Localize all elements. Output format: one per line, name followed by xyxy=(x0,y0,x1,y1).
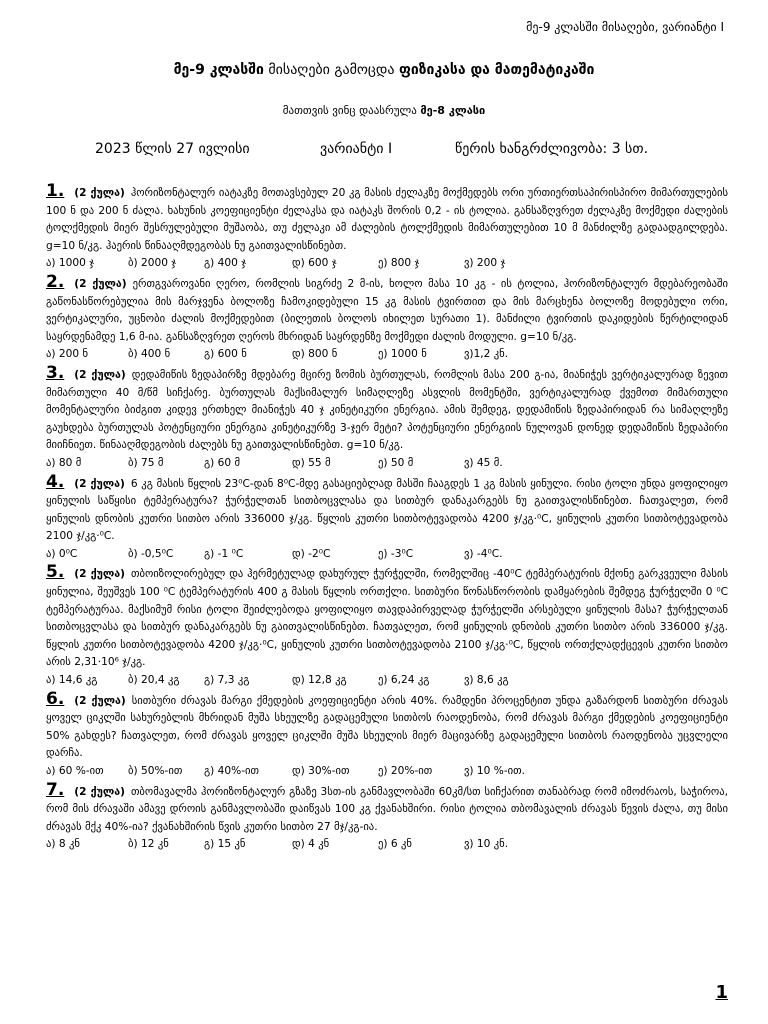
answer-options xyxy=(46,255,728,273)
problem-text: თბომავალმა ჰორიზონტალურ გზაზე 3სთ-ის განმავლობაში 60კმ/სთ სიჩქარით თანაბრად რომ იმოძრაოს, საჭიროა, რომ მის ძრავაში ამავე დროის განმავლობაში დაიწვას 100 კგ ქვანახშირი. რისი ტოლია თბომავალის ძრავას წევის ძალა, თუ მისი ძრავას მქკ 40%-ია? ქვანახშირის წვის კუთრი სითბო 27 მჯ/კგ-ია. xyxy=(46,785,728,833)
answer-option: ბ) 20,4 კგ xyxy=(128,674,180,687)
answer-option: ა) 8 კნ xyxy=(46,838,80,851)
problem-statement xyxy=(46,183,728,255)
answer-option: გ) 7,3 კგ xyxy=(204,674,250,687)
answer-option: დ) 55 მ xyxy=(292,456,331,469)
answer-option: ბ) 50%-ით xyxy=(128,765,183,777)
answer-option: გ) 60 მ xyxy=(204,456,241,469)
answer-options xyxy=(46,836,728,854)
answer-option: ა) 14,6 კგ xyxy=(46,674,98,687)
problem-number: 1. xyxy=(46,181,65,201)
problem-statement xyxy=(46,271,728,346)
problem-statement xyxy=(46,688,728,763)
problem-points: (2 ქულა) xyxy=(74,568,126,581)
answer-options xyxy=(46,672,728,690)
subtitle-part-1: მათთვის ვინც დაასრულა xyxy=(282,104,421,117)
answer-option: ვ) 8,6 კგ xyxy=(464,674,509,687)
problem-7 xyxy=(46,779,728,854)
problem-2 xyxy=(46,271,728,364)
problem-list xyxy=(46,183,728,855)
exam-duration: წერის ხანგრძლივობა: 3 სთ. xyxy=(455,141,649,157)
answer-option: ე) 20%-ით xyxy=(378,765,433,777)
problem-number: 6. xyxy=(46,688,65,709)
problem-statement xyxy=(46,362,728,455)
answer-option: დ) -2⁰C xyxy=(292,547,331,560)
answer-option: ბ) -0,5⁰C xyxy=(128,547,174,560)
problem-6 xyxy=(46,688,728,781)
problem-points: (2 ქულა) xyxy=(74,694,126,707)
answer-option: დ) 4 კნ xyxy=(292,838,330,851)
problem-points: (2 ქულა) xyxy=(74,277,127,290)
problem-statement xyxy=(46,779,728,837)
answer-option: ა) 0⁰C xyxy=(46,547,78,560)
answer-options xyxy=(46,455,728,473)
problem-text: ერთგვაროვანი ღერო, რომლის სიგრძე 2 მ-ის, ხოლო მასა 10 კგ - ის ტოლია, ჰორიზონტალურ მდებარეობაში გაწონასწორებულია მის მარჯვენა ბოლოზე ჩამოკიდებული 15 კგ მასის ტვირთით და მის მარცხენა ბოლოზე მოდებული ორი, ვერტიკალური, უცნობი ძალის მოქმედებით (ბილეთის ბოლოს იხილეთ სურათი 1). მანძილი ტვირთის დაკიდების წერტილიდან საყრდენამდე 1,6 მ-ია. განსაზღვრეთ ღეროს მხრიდან საყრდენზე მოქმედი ძალის მოდული. g=10 ნ/კგ. xyxy=(46,277,728,343)
running-header: მე-9 კლასში მისაღები, ვარიანტი I xyxy=(526,20,724,34)
answer-option: ვ)1,2 კნ. xyxy=(464,348,509,361)
answer-option: დ) 600 ჯ xyxy=(292,257,337,270)
answer-option: ვ) 10 კნ. xyxy=(464,838,509,851)
problem-number: 5. xyxy=(46,562,65,583)
answer-options xyxy=(46,346,728,364)
answer-option: ე) 50 მ xyxy=(378,456,414,469)
problem-4 xyxy=(46,471,728,564)
answer-option: ა) 1000 ჯ xyxy=(46,257,95,270)
title-part-2: მისაღები გამოცდა xyxy=(263,62,399,78)
answer-option: ა) 200 ნ xyxy=(46,348,89,361)
answer-option: ვ) -4⁰C. xyxy=(464,547,503,560)
problem-text: ჰორიზონტალურ იატაკზე მოთავსებულ 20 კგ მასის ძელაკზე მოქმედებს ორი ურთიერთსაპირისპირო მიმართულების 100 ნ და 200 ნ ძალა. ხახუნის კოეფიციენტი ძელაკსა და იატაკს შორის 0,2 - ის ტოლია. განსაზღვრეთ ძელაკზე მოქმედი ძალების ტოლქმედის მიერ შესრულებული მუშაობა, თუ ძელაკი ამ ძალების ტოლქმედის მიმართულებით 10 მ მანძილზე გადაადგილდება. g=10 ნ/კგ. ჰაერის წინააღმდეგობას ნუ გაითვალისწინებთ. xyxy=(46,187,728,252)
answer-option: ე) 6,24 კგ xyxy=(378,674,430,687)
problem-statement xyxy=(46,564,728,672)
problem-5 xyxy=(46,564,728,689)
answer-option: დ) 12,8 კგ xyxy=(292,674,347,687)
problem-text: სითბური ძრავას მარგი ქმედების კოეფიციენტი არის 40%. რამდენი პროცენტით უნდა გაზარდონ სითბური ძრავას ყოველ ციკლში სახურებლის მხრიდან მუშა სხეულზე გადაცემული სითბოს რაოდენობა, რომ ძრავას მარგი ქმედების კოეფიციენტი 50% გახდეს? ჩათვალეთ, რომ ძრავას ყოველ ციკლში მუშა სხეულის მიერ მაცივარზე გადაცემული სითბოს რაოდენობა უცვლელი დარჩა. xyxy=(46,694,728,760)
answer-option: ა) 60 %-ით xyxy=(46,765,104,777)
problem-number: 4. xyxy=(46,471,65,492)
title-part-3: ფიზიკასა და მათემატიკაში xyxy=(398,62,595,78)
answer-option: გ) 15 კნ xyxy=(204,838,246,851)
answer-option: გ) 600 ნ xyxy=(204,348,247,361)
problem-text: დედამიწის ზედაპირზე მდებარე მცირე ზომის ბურთულას, რომლის მასა 200 გ-ია, მიანიჭეს ვერტიკალურად ზევით მიმართული 40 მ/წმ სიჩქარე. ბურთულას მაქსიმალურ სიმაღლეზე ასვლის მომენტში, ვერტიკალურად ქვემოთ მიმართული მომენტალური ბიძგით კიდევ ერთხელ მიანიჭეს 40 ჯ კინეტიკური ენერგია. ამის შემდეგ, დედამიწის ზედაპირიდან რა სიმაღლეზე გაუხდება ბურთულას პოტენციური ენერგია კინეტიკურზე 3-ჯერ მეტი? პოტენციური ენერგიის ნულოვან დონედ დედამიწის ზედაპირი მიიჩნიეთ. წინააღმდეგობის ძალებს ნუ გაითვალისწინებთ. g=10 ნ/კგ. xyxy=(46,368,728,452)
answer-option: ე) 6 კნ xyxy=(378,838,412,851)
title-part-1: მე-9 კლასში xyxy=(173,62,264,78)
problem-number: 2. xyxy=(46,271,65,292)
problem-points: (2 ქულა) xyxy=(74,368,126,381)
answer-option: გ) 40%-ით xyxy=(204,765,259,777)
answer-option: ე) -3⁰C xyxy=(378,547,414,560)
problem-3 xyxy=(46,362,728,473)
subtitle-part-2: მე-8 კლასი xyxy=(420,104,486,117)
answer-option: ბ) 75 მ xyxy=(128,456,164,469)
answer-option: გ) -1 ⁰C xyxy=(204,547,244,560)
answer-option: ვ) 200 ჯ xyxy=(464,257,506,270)
page-number: 1 xyxy=(715,982,728,1003)
answer-options xyxy=(46,546,728,564)
problem-text: თბოიზოლირებულ და ჰერმეტულად დახურულ ჭურჭელში, რომელშიც -40⁰C ტემპერატურის მქონე გარკვეული მასის ყინულია, შეუშვეს 100 ⁰C ტემპერატურის 400 გ მასის წყლის ორთქლი. სითბური წონასწორობის დამყარების შემდეგ ჭურჭელში 0 ⁰C ტემპერატურაა. მაქსიმუმ რისი ტოლი შეიძლებოდა ყოფილიყო თავდაპირველად ჭურჭელში არსებული ყინულის მასა? ჭურჭელთან სითბოცვლასა და სითბურ დანაკარგებს ნუ გაითვალისწინებთ. ჩათვალეთ, რომ ყინულის დნობის კუთრი სითბო არის 336000 ჯ/კგ. წყლის კუთრი სითბოტევადობა 4200 ჯ/კგ·⁰C, ყინულის კუთრი სითბოტევადობა 2100 ჯ/კგ·⁰C, წყლის ორთქლადქცევის კუთრი სითბო არის 2,31·10⁶ ჯ/კგ. xyxy=(46,568,728,669)
exam-date: 2023 წლის 27 ივლისი xyxy=(95,141,250,157)
answer-option: ბ) 400 ნ xyxy=(128,348,171,361)
answer-option: დ) 30%-ით xyxy=(292,765,350,777)
answer-option: ვ) 10 %-ით. xyxy=(464,765,526,777)
answer-option: ბ) 2000 ჯ xyxy=(128,257,177,270)
problem-number: 3. xyxy=(46,362,65,383)
problem-text: 6 კგ მასის წყლის 23⁰C-დან 8⁰C-მდე გასაციებლად მასში ჩააგდეს 1 კგ მასის ყინული. რისი ტოლი უნდა ყოფილიყო ყინულის საწყისი ტემპერატურა? ჭურჭელთან სითბოცვლასა და სითბურ დანაკარგებს ნუ გაითვალისწინებთ. ჩათვალეთ, რომ ყინულის დნობის კუთრი სითბო არის 336000 ჯ/კგ. წყლის კუთრი სითბოტევადობა 4200 ჯ/კგ·⁰C, ყინულის კუთრი სითბოტევადობა 2100 ჯ/კგ·⁰C. xyxy=(46,477,728,543)
page-title xyxy=(0,62,768,78)
answer-option: ე) 800 ჯ xyxy=(378,257,420,270)
problem-statement xyxy=(46,471,728,546)
answer-option: ბ) 12 კნ xyxy=(128,838,169,851)
problem-number: 7. xyxy=(46,779,65,800)
answer-option: ა) 80 მ xyxy=(46,456,82,469)
subtitle xyxy=(0,104,768,117)
problem-1 xyxy=(46,183,728,273)
answer-option: ე) 1000 ნ xyxy=(378,348,427,361)
answer-option: დ) 800 ნ xyxy=(292,348,338,361)
exam-variant: ვარიანტი I xyxy=(320,141,393,157)
problem-points: (2 ქულა) xyxy=(74,477,125,490)
answer-options xyxy=(46,763,728,781)
problem-points: (2 ქულა) xyxy=(74,785,125,798)
answer-option: ვ) 45 მ. xyxy=(464,456,503,469)
answer-option: გ) 400 ჯ xyxy=(204,257,247,270)
problem-points: (2 ქულა) xyxy=(74,187,125,199)
